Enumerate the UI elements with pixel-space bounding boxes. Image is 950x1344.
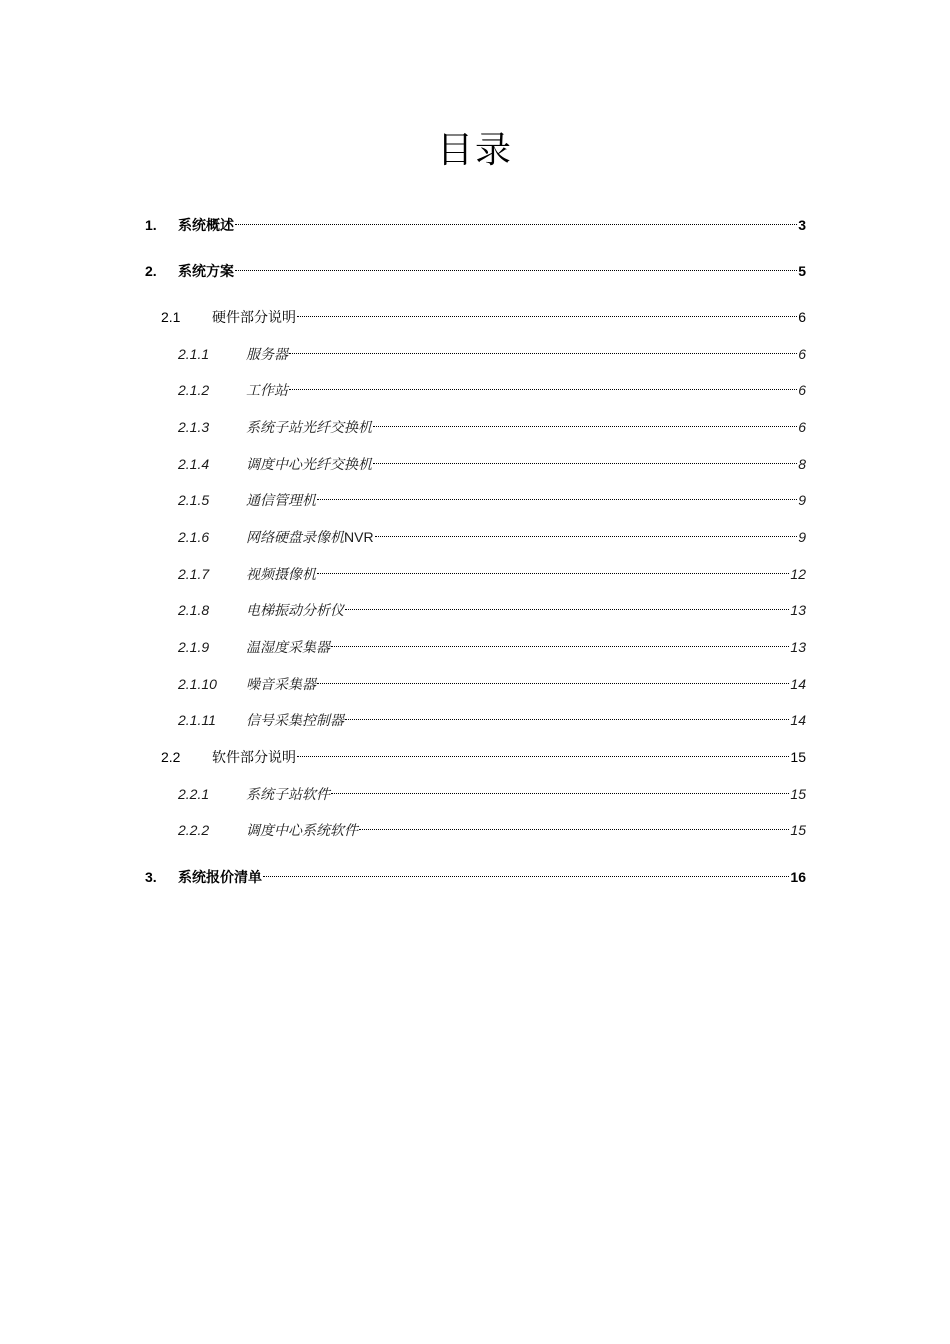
toc-page-number: 3 xyxy=(798,217,806,233)
toc-entry-2-2[interactable] xyxy=(161,742,806,766)
toc-title: 系统概述 xyxy=(178,217,234,233)
toc-title-suffix: NVR xyxy=(344,529,374,545)
toc-leader-dots xyxy=(345,595,789,615)
toc-title: 软件部分说明 xyxy=(212,750,296,766)
toc-number: 2.1.2 xyxy=(178,382,210,398)
toc-title: 系统报价清单 xyxy=(178,869,262,885)
toc-title: 调度中心系统软件 xyxy=(246,823,358,839)
toc-entry-2-1-1[interactable] xyxy=(178,339,806,363)
toc-entry-2[interactable] xyxy=(145,256,806,279)
toc-number: 2.1 xyxy=(161,309,181,325)
toc-page-number: 6 xyxy=(798,382,806,398)
toc-page-number: 14 xyxy=(790,712,806,728)
toc-title: 硬件部分说明 xyxy=(212,310,296,326)
toc-leader-dots xyxy=(317,559,789,579)
toc-number: 2.2 xyxy=(161,749,181,765)
toc-entry-2-1-4[interactable] xyxy=(178,449,806,473)
toc-leader-dots xyxy=(297,742,789,762)
toc-title xyxy=(246,527,374,548)
toc-leader-dots xyxy=(235,256,797,276)
toc-page-number: 13 xyxy=(790,602,806,618)
toc-number: 2.1.6 xyxy=(178,529,210,545)
toc-number: 2.1.5 xyxy=(178,492,210,508)
toc-title: 视频摄像机 xyxy=(246,567,316,583)
toc-leader-dots xyxy=(373,449,797,469)
toc-title: 系统子站光纤交换机 xyxy=(246,420,372,436)
toc-number: 2.1.8 xyxy=(178,602,210,618)
toc-number: 2.1.11 xyxy=(178,712,216,728)
toc-title: 通信管理机 xyxy=(246,493,316,509)
toc-title: 调度中心光纤交换机 xyxy=(246,457,372,473)
toc-page-number: 15 xyxy=(790,786,806,802)
toc-leader-dots xyxy=(345,705,789,725)
toc-page-number: 8 xyxy=(798,456,806,472)
toc-page-number: 6 xyxy=(798,346,806,362)
page-title: 目录 xyxy=(436,130,513,171)
toc-number: 2.1.10 xyxy=(178,676,217,692)
toc-entry-2-1-5[interactable] xyxy=(178,485,806,509)
toc-title: 系统子站软件 xyxy=(246,787,330,803)
toc-leader-dots xyxy=(331,779,789,799)
toc-entry-2-1-3[interactable] xyxy=(178,412,806,436)
toc-leader-dots xyxy=(317,485,797,505)
toc-page-number: 12 xyxy=(790,566,806,582)
toc-entry-1[interactable] xyxy=(145,210,806,233)
toc-entry-2-1-8[interactable] xyxy=(178,595,806,619)
toc-number: 2.2.1 xyxy=(178,786,210,802)
toc-entry-2-1-10[interactable] xyxy=(178,669,806,693)
toc-number: 1. xyxy=(145,217,157,233)
toc-title: 噪音采集器 xyxy=(246,677,316,693)
toc-number: 2.1.3 xyxy=(178,419,210,435)
toc-number: 2.2.2 xyxy=(178,822,210,838)
toc-number: 2. xyxy=(145,263,157,279)
toc-title-main: 网络硬盘录像机 xyxy=(246,530,344,546)
toc-entry-2-2-2[interactable] xyxy=(178,815,806,839)
toc-entry-2-1-9[interactable] xyxy=(178,632,806,656)
toc-page-number: 15 xyxy=(790,822,806,838)
toc-leader-dots xyxy=(331,632,789,652)
toc-entry-3[interactable] xyxy=(145,862,806,885)
toc-entry-2-1-6[interactable] xyxy=(178,522,806,546)
toc-title: 服务器 xyxy=(246,347,288,363)
toc-number: 3. xyxy=(145,869,157,885)
toc-title: 温湿度采集器 xyxy=(246,640,330,656)
toc-title: 工作站 xyxy=(246,383,288,399)
toc-page-number: 5 xyxy=(798,263,806,279)
toc-number: 2.1.9 xyxy=(178,639,210,655)
toc-page-number: 16 xyxy=(790,869,806,885)
toc-number: 2.1.1 xyxy=(178,346,210,362)
toc-number: 2.1.7 xyxy=(178,566,210,582)
toc-title: 系统方案 xyxy=(178,263,234,279)
toc-leader-dots xyxy=(263,862,789,882)
toc-leader-dots xyxy=(317,669,789,689)
toc-page-number: 13 xyxy=(790,639,806,655)
toc-leader-dots xyxy=(375,522,798,542)
toc-leader-dots xyxy=(297,302,797,322)
toc-page-number: 6 xyxy=(798,309,806,325)
toc-entry-2-1-7[interactable] xyxy=(178,559,806,583)
toc-leader-dots xyxy=(289,375,797,395)
toc-entry-2-1-2[interactable] xyxy=(178,375,806,399)
toc-title: 信号采集控制器 xyxy=(246,713,344,729)
toc-leader-dots xyxy=(235,210,797,230)
toc-entry-2-2-1[interactable] xyxy=(178,779,806,803)
toc-page-number: 15 xyxy=(790,749,806,765)
toc-number: 2.1.4 xyxy=(178,456,210,472)
toc-page-number: 6 xyxy=(798,419,806,435)
toc-page-number: 9 xyxy=(798,529,806,545)
toc-entry-2-1[interactable] xyxy=(161,302,806,326)
toc-leader-dots xyxy=(359,815,789,835)
toc-leader-dots xyxy=(373,412,797,432)
toc-leader-dots xyxy=(289,339,797,359)
toc-page-number: 14 xyxy=(790,676,806,692)
toc-entry-2-1-11[interactable] xyxy=(178,705,806,729)
toc-title: 电梯振动分析仪 xyxy=(246,603,344,619)
toc-page-number: 9 xyxy=(798,492,806,508)
